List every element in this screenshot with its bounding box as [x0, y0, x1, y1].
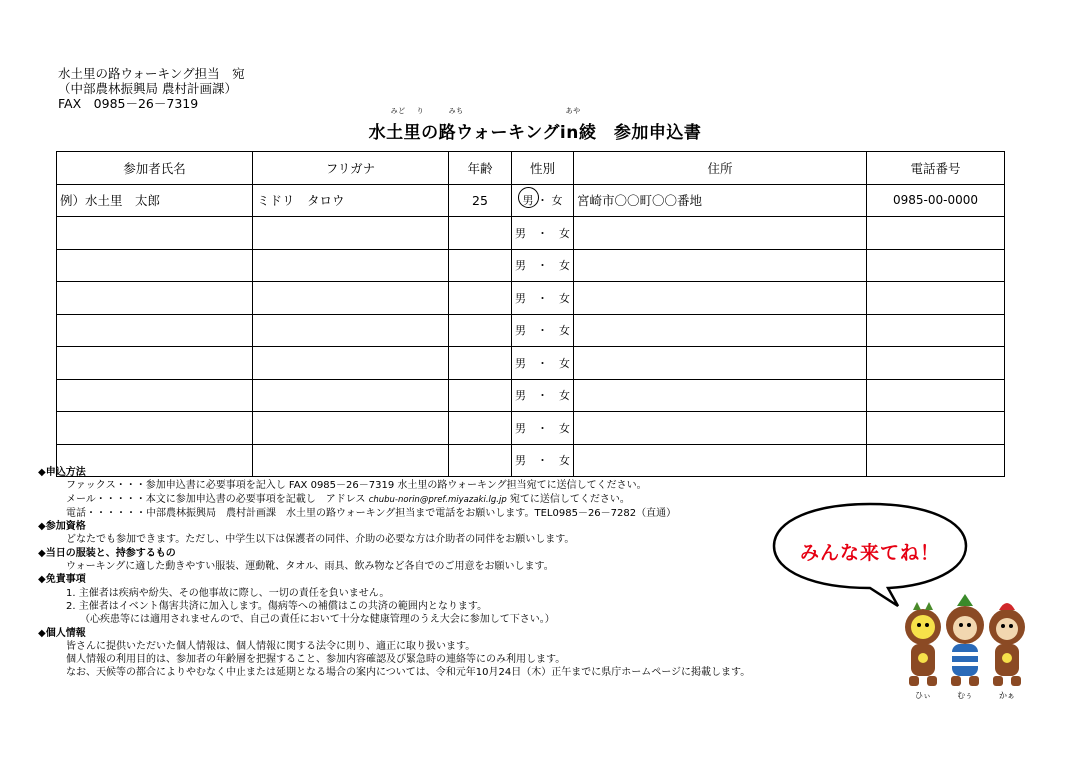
disclaimer-2: 2. 主催者はイベント傷害共済に加入します。傷病等への補償はこの共済の範囲内となります。	[66, 600, 488, 612]
privacy-1: 皆さんに提供いただいた個人情報は、個人情報に関する法令に則り、適正に取り扱います。	[66, 640, 476, 652]
mascot-center	[946, 594, 984, 686]
example-kana: ミドリ タロウ	[253, 184, 449, 217]
name-cell[interactable]	[57, 314, 253, 347]
name-cell[interactable]	[57, 282, 253, 315]
apply-phone: 電話・・・・・・中部農林振興局 農村計画課 水土里の路ウォーキング担当まで電話をお願いします。TEL0985－26－7282（直通）	[66, 507, 677, 519]
items-heading: ◆当日の服装と、持参するもの	[38, 547, 176, 559]
header-sex: 性別	[512, 152, 574, 185]
ruby-ri: り	[416, 107, 425, 115]
kana-cell[interactable]	[253, 412, 449, 445]
disclaimer-heading: ◆免責事項	[38, 574, 86, 586]
ruby-mido: みど	[390, 107, 406, 115]
items-text: ウォーキングに適した動きやすい服装、運動靴、タオル、雨具、飲み物など各自でのご用意をお願いします。	[66, 561, 554, 573]
page-title	[0, 107, 1070, 143]
male-label: 男	[522, 194, 534, 208]
example-age: 25	[449, 184, 512, 217]
table-header-row	[57, 152, 1005, 185]
mascot-right	[989, 603, 1025, 686]
department-line: （中部農林振興局 農村計画課）	[58, 81, 237, 96]
example-address: 宮崎市〇〇町〇〇番地	[574, 184, 867, 217]
header-age: 年齢	[449, 152, 512, 185]
kana-cell[interactable]	[253, 379, 449, 412]
header-name: 参加者氏名	[57, 152, 253, 185]
tel-cell[interactable]	[867, 314, 1005, 347]
recipient-block	[58, 66, 245, 111]
address-cell[interactable]	[574, 379, 867, 412]
privacy-3: なお、天候等の都合によりやむなく中止または延期となる場合の案内については、令和元年10月24日（木）正午までに県庁ホームページに掲載します。	[66, 667, 751, 679]
address-cell[interactable]	[574, 249, 867, 282]
kana-cell[interactable]	[253, 217, 449, 250]
privacy-heading: ◆個人情報	[38, 627, 86, 639]
mascot-name-right: かぁ	[999, 691, 1015, 700]
header-kana: フリガナ	[253, 152, 449, 185]
sex-cell[interactable]: 男 ・ 女	[512, 249, 574, 282]
male-circled	[523, 192, 534, 208]
ruby-michi: みち	[448, 107, 464, 115]
mascot-left	[905, 602, 941, 686]
mascot-illustration	[895, 592, 1045, 702]
recipient-line: 水土里の路ウォーキング担当 宛	[58, 66, 245, 81]
privacy-2: 個人情報の利用目的は、参加者の年齢層を把握すること、参加内容確認及び緊急時の連絡等にのみ利用します。	[66, 654, 566, 666]
example-row	[57, 184, 1005, 217]
table-row	[57, 282, 1005, 315]
age-cell[interactable]	[449, 282, 512, 315]
sex-cell[interactable]: 男 ・ 女	[512, 282, 574, 315]
example-name: 例）水土里 太郎	[57, 184, 253, 217]
sex-separator: ・	[537, 194, 548, 208]
apply-fax: ファックス・・・参加申込書に必要事項を記入し FAX 0985－26－7319 水土里の路ウォーキング担当宛てに送信してください。	[66, 480, 647, 492]
name-cell[interactable]	[57, 347, 253, 380]
sex-cell[interactable]: 男 ・ 女	[512, 314, 574, 347]
example-tel: 0985-00-0000	[867, 184, 1005, 217]
address-cell[interactable]	[574, 217, 867, 250]
apply-heading: ◆申込方法	[38, 467, 86, 478]
header-address: 住所	[574, 152, 867, 185]
female-label: 女	[551, 194, 563, 208]
age-cell[interactable]	[449, 347, 512, 380]
tel-cell[interactable]	[867, 412, 1005, 445]
address-cell[interactable]	[574, 412, 867, 445]
age-cell[interactable]	[449, 249, 512, 282]
title-text: 水土里の路ウォーキングin綾 参加申込書	[368, 123, 702, 143]
age-cell[interactable]	[449, 379, 512, 412]
mascot-name-left: ひぃ	[915, 691, 931, 700]
qualification-heading: ◆参加資格	[38, 521, 86, 533]
sex-cell[interactable]: 男 ・ 女	[512, 444, 574, 477]
sex-cell[interactable]: 男 ・ 女	[512, 217, 574, 250]
kana-cell[interactable]	[253, 282, 449, 315]
kana-cell[interactable]	[253, 249, 449, 282]
age-cell[interactable]	[449, 217, 512, 250]
tel-cell[interactable]	[867, 444, 1005, 477]
sex-cell[interactable]: 男 ・ 女	[512, 412, 574, 445]
fax-line: FAX 0985－26－7319	[58, 96, 199, 111]
age-cell[interactable]	[449, 412, 512, 445]
tel-cell[interactable]	[867, 379, 1005, 412]
tel-cell[interactable]	[867, 282, 1005, 315]
tel-cell[interactable]	[867, 347, 1005, 380]
header-tel: 電話番号	[867, 152, 1005, 185]
table-row	[57, 347, 1005, 380]
kana-cell[interactable]	[253, 347, 449, 380]
mascot-name-center: むぅ	[957, 691, 973, 700]
sex-cell[interactable]: 男 ・ 女	[512, 379, 574, 412]
table-row	[57, 412, 1005, 445]
table-row	[57, 249, 1005, 282]
mail-text: メール・・・・・本文に参加申込書の必要事項を記載し アドレス	[66, 493, 366, 505]
disclaimer-1: 1. 主催者は疾病や紛失、その他事故に際し、一切の責任を負いません。	[66, 587, 390, 599]
age-cell[interactable]	[449, 314, 512, 347]
notes-section	[38, 466, 750, 680]
bubble-text: みんな来てね！	[799, 542, 940, 564]
ruby-aya: あや	[565, 107, 581, 115]
table-row	[57, 379, 1005, 412]
name-cell[interactable]	[57, 412, 253, 445]
address-cell[interactable]	[574, 282, 867, 315]
kana-cell[interactable]	[253, 314, 449, 347]
address-cell[interactable]	[574, 347, 867, 380]
sex-cell[interactable]: 男 ・ 女	[512, 347, 574, 380]
table-row	[57, 217, 1005, 250]
mail-tail: 宛てに送信してください。	[509, 493, 630, 505]
name-cell[interactable]	[57, 217, 253, 250]
name-cell[interactable]	[57, 249, 253, 282]
selection-circle	[518, 187, 539, 208]
qualification-text: どなたでも参加できます。ただし、中学生以下は保護者の同伴、介助の必要な方は介助者の同伴をお願いします。	[66, 534, 575, 546]
table-row	[57, 314, 1005, 347]
name-cell[interactable]	[57, 379, 253, 412]
apply-mail	[38, 493, 750, 507]
disclaimer-3: （心疾患等には適用されませんので、自己の責任において十分な健康管理のうえ大会に参加して下さい。）	[80, 614, 555, 626]
address-cell[interactable]	[574, 314, 867, 347]
application-table	[56, 151, 1005, 477]
tel-cell[interactable]	[867, 217, 1005, 250]
example-sex	[512, 184, 574, 217]
tel-cell[interactable]	[867, 249, 1005, 282]
email-address[interactable]: chubu-norin@pref.miyazaki.lg.jp	[368, 494, 507, 505]
